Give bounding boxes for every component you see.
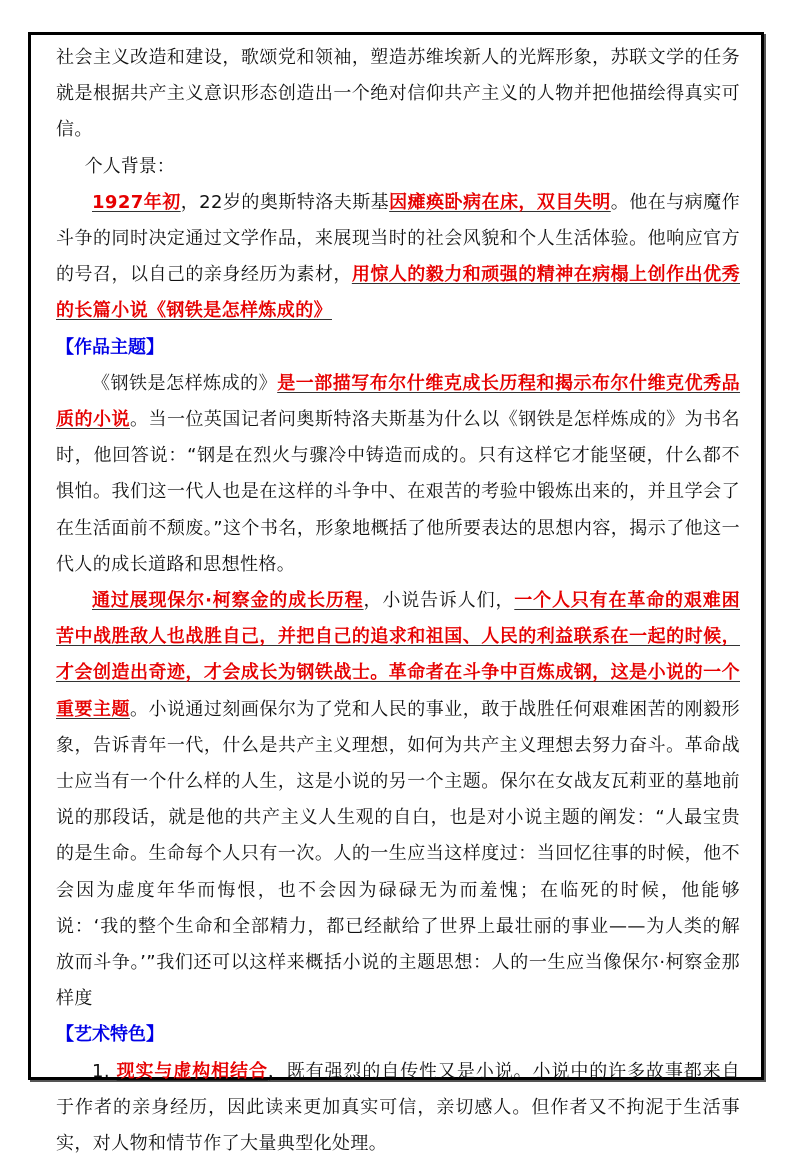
- text-segment: 。小说通过刻画保尔为了党和人民的事业，敢于战胜任何艰难困苦的刚毅形象，告诉青年一代，什么是共产主义理想，如何为共产主义理想去努力奋斗。革命战士应当有一个什么样的人生，这是小说的另一个主题。保尔在女战友瓦莉亚的墓地前说的那段话，就是他的共产主义人生观的自白，也是对小说主题的阐发：“人最宝贵的是生命。生命每个人只有一次。人的一生应当这样度过：当回忆往事的时候，他不会因为虚度年华而悔恨，也不会因为碌碌无为而羞愧；在临死的时候，他能够说：‘我的整个生命和全部精力，都已经献给了世界上最壮丽的事业——为人类的解放而斗争。’”我们还可以这样来概括小说的主题思想：人的一生应当像保尔·柯察金那样度: [56, 698, 740, 1010]
- text-segment: 。当一位英国记者问奥斯特洛夫斯基为什么以《钢铁是怎样炼成的》为书名时，他回答说：“钢是在烈火与骤冷中铸造而成的。只有这样它才能坚硬，什么都不惧怕。我们这一代人也是在这样的斗争中、在艰苦的考验中锻炼出来的，并且学会了在生活面前不颓废。”这个书名，形象地概括了他所要表达的思想内容，揭示了他这一代人的成长道路和思想性格。: [56, 409, 740, 575]
- theme-paragraph-1: [56, 366, 740, 583]
- item-number: 1.: [92, 1060, 117, 1082]
- highlight-date: 1927年初: [92, 191, 181, 213]
- text-segment: ，22岁的奥斯特洛夫斯基: [180, 191, 390, 213]
- text-segment: ，小说告诉人们，: [363, 590, 515, 612]
- highlight-main-theme: 一个人只有在革命的艰难困苦中战胜敌人也战胜自己，并把自己的追求和祖国、人民的利益联系在一起的时候，才会创造出奇迹，才会成长为钢铁战士。革命者在斗争中百炼成钢，这是小说的一个重要主题: [56, 590, 740, 720]
- highlight-novel-description: 是一部描写布尔什维克成长历程和揭示布尔什维克优秀品质的小说: [56, 372, 741, 431]
- highlight-reality-fiction: 现实与虚构相结合: [116, 1060, 268, 1082]
- background-label: 个人背景：: [84, 155, 175, 177]
- theme-paragraph-2: [56, 583, 740, 1017]
- text-segment: ，既有强烈的自传性又是小说。小说中的许多故事都来自于作者的亲身经历，因此读来更加真实可信，亲切感人。但作者又不拘泥于生活事实，对人物和情节作了大量典型化处理。: [56, 1060, 740, 1155]
- background-paragraph: [56, 185, 740, 330]
- highlight-illness: 因瘫痪卧病在床，双目失明: [389, 191, 611, 213]
- art-item-1: [56, 1054, 740, 1162]
- text-segment: 《钢铁是怎样炼成的》: [92, 372, 278, 394]
- text-segment: 。他在与病魔作斗争的同时决定通过文学作品，来展现当时的社会风貌和个人生活体验。他响应官方的号召，以自己的亲身经历为素材，: [56, 191, 740, 286]
- highlight-pavel-growth: 通过展现保尔·柯察金的成长历程: [92, 590, 364, 612]
- document-body: [56, 40, 740, 1162]
- section-heading-theme: 【作品主题】: [56, 336, 164, 358]
- intro-paragraph: 社会主义改造和建设，歌颂党和领袖，塑造苏维埃新人的光辉形象，苏联文学的任务就是根据共产主义意识形态创造出一个绝对信仰共产主义的人物并把他描绘得真实可信。: [56, 47, 740, 141]
- highlight-creation: 用惊人的毅力和顽强的精神在病榻上创作出优秀的长篇小说《钢铁是怎样炼成的》: [56, 264, 740, 322]
- section-heading-art: 【艺术特色】: [56, 1024, 164, 1046]
